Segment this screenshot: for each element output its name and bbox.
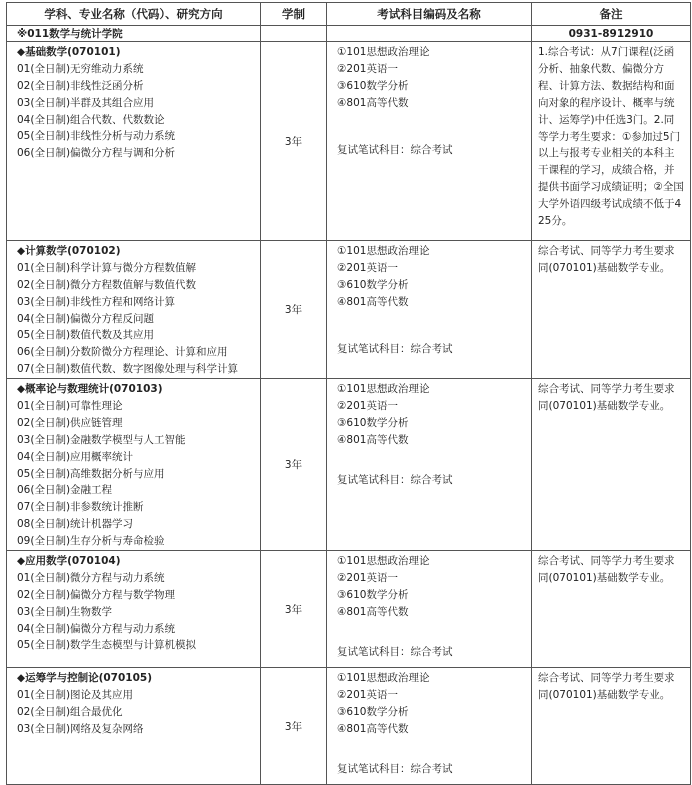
exam-item: ②201英语一	[337, 571, 398, 584]
major-title: ◆概率论与数理统计(070103)	[17, 383, 163, 396]
school-row	[7, 26, 691, 42]
major-title: ◆基础数学(070101)	[17, 46, 121, 58]
direction-item: 01(全日制)无穷维动力系统	[17, 62, 144, 75]
exam-cell	[327, 241, 532, 379]
note-text: 综合考试、同等学力考生要求同(070101)基础数学专业。	[532, 551, 691, 668]
exam-item: ②201英语一	[337, 688, 398, 701]
exam-item: ④801高等代数	[337, 96, 409, 109]
major-cell	[7, 551, 261, 668]
direction-item: 06(全日制)分数阶微分方程理论、计算和应用	[17, 346, 228, 359]
header-notes: 备注	[532, 3, 691, 26]
major-cell	[7, 668, 261, 785]
major-title: ◆运筹学与控制论(070105)	[17, 672, 153, 685]
direction-item: 06(全日制)偏微分方程与调和分析	[17, 147, 176, 160]
major-row	[7, 379, 691, 551]
direction-item: 01(全日制)微分方程与动力系统	[17, 571, 165, 584]
direction-item: 04(全日制)偏微分方程与动力系统	[17, 622, 176, 635]
major-cell	[7, 379, 261, 551]
note-text: 1.综合考试：从7门课程(泛函分析、抽象代数、偏微分方程、计算方法、数据结构和面向对象的程序设计、概率与统计、运筹学)中任选3门。2.同等学力考生要求：①参加过5门以上与报考专业相关的本科主干课程的学习，成绩合格，并提供书面学习成绩证明；②全国大学外语四级考试成绩不低于425分。	[532, 42, 691, 241]
duration: 3年	[261, 668, 327, 785]
retest-subject: 复试笔试科目：综合考试	[337, 645, 453, 658]
direction-item: 01(全日制)可靠性理论	[17, 400, 123, 413]
admissions-table	[6, 2, 691, 785]
exam-item: ④801高等代数	[337, 295, 409, 308]
note-text: 综合考试、同等学力考生要求同(070101)基础数学专业。	[532, 379, 691, 551]
exam-item: ④801高等代数	[337, 722, 409, 735]
direction-item: 05(全日制)数学生态模型与计算机模拟	[17, 639, 197, 652]
note-text: 综合考试、同等学力考生要求同(070101)基础数学专业。	[532, 668, 691, 785]
direction-item: 02(全日制)非线性泛函分析	[17, 79, 144, 92]
header-row	[7, 3, 691, 26]
direction-item: 03(全日制)金融数学模型与人工智能	[17, 433, 186, 446]
major-title: ◆计算数学(070102)	[17, 245, 121, 257]
exam-item: ③610数学分析	[337, 416, 409, 429]
direction-item: 05(全日制)非线性分析与动力系统	[17, 130, 176, 143]
direction-item: 03(全日制)非线性方程和网络计算	[17, 295, 176, 308]
exam-item: ②201英语一	[337, 261, 398, 274]
direction-item: 02(全日制)偏微分方程与数学物理	[17, 588, 176, 601]
direction-item: 03(全日制)半群及其组合应用	[17, 96, 155, 109]
major-title: ◆应用数学(070104)	[17, 555, 121, 568]
direction-item: 09(全日制)生存分析与寿命检验	[17, 535, 165, 548]
header-duration: 学制	[261, 3, 327, 26]
direction-item: 07(全日制)数值代数、数字图像处理与科学计算	[17, 363, 239, 376]
major-row	[7, 668, 691, 785]
major-cell	[7, 42, 261, 241]
duration: 3年	[261, 379, 327, 551]
direction-item: 07(全日制)非参数统计推断	[17, 501, 144, 514]
exam-item: ③610数学分析	[337, 278, 409, 291]
school-name: ※011数学与统计学院	[7, 26, 261, 42]
exam-cell	[327, 379, 532, 551]
direction-item: 01(全日制)图论及其应用	[17, 688, 134, 701]
exam-item: ③610数学分析	[337, 79, 409, 92]
duration: 3年	[261, 551, 327, 668]
exam-item: ③610数学分析	[337, 588, 409, 601]
retest-subject: 复试笔试科目：综合考试	[337, 473, 453, 486]
exam-item: ③610数学分析	[337, 705, 409, 718]
note-text: 综合考试、同等学力考生要求同(070101)基础数学专业。	[532, 241, 691, 379]
exam-cell	[327, 42, 532, 241]
major-row	[7, 241, 691, 379]
direction-item: 02(全日制)组合最优化	[17, 705, 123, 718]
major-row	[7, 551, 691, 668]
exam-item: ①101思想政治理论	[337, 672, 430, 685]
duration: 3年	[261, 42, 327, 241]
school-phone: 0931-8912910	[532, 26, 691, 42]
direction-item: 04(全日制)应用概率统计	[17, 450, 134, 463]
direction-item: 05(全日制)高维数据分析与应用	[17, 467, 165, 480]
exam-item: ②201英语一	[337, 62, 398, 75]
exam-cell	[327, 551, 532, 668]
duration: 3年	[261, 241, 327, 379]
direction-item: 05(全日制)数值代数及其应用	[17, 329, 155, 342]
direction-item: 02(全日制)微分方程数值解与数值代数	[17, 278, 197, 291]
exam-item: ②201英语一	[337, 400, 398, 413]
header-major: 学科、专业名称（代码）、研究方向	[7, 3, 261, 26]
exam-item: ①101思想政治理论	[337, 245, 430, 257]
direction-item: 04(全日制)偏微分方程反问题	[17, 312, 155, 325]
direction-item: 02(全日制)供应链管理	[17, 416, 123, 429]
header-exams: 考试科目编码及名称	[327, 3, 532, 26]
direction-item: 01(全日制)科学计算与微分方程数值解	[17, 261, 197, 274]
direction-item: 03(全日制)生物数学	[17, 605, 113, 618]
major-row	[7, 42, 691, 241]
retest-subject: 复试笔试科目：综合考试	[337, 342, 453, 355]
exam-item: ①101思想政治理论	[337, 555, 430, 568]
direction-item: 03(全日制)网络及复杂网络	[17, 722, 144, 735]
exam-cell	[327, 668, 532, 785]
exam-item: ①101思想政治理论	[337, 46, 430, 58]
retest-subject: 复试笔试科目：综合考试	[337, 762, 453, 775]
major-cell	[7, 241, 261, 379]
direction-item: 06(全日制)金融工程	[17, 484, 113, 497]
direction-item: 04(全日制)组合代数、代数数论	[17, 113, 165, 126]
retest-subject: 复试笔试科目：综合考试	[337, 143, 453, 156]
exam-item: ④801高等代数	[337, 433, 409, 446]
direction-item: 08(全日制)统计机器学习	[17, 518, 134, 531]
exam-item: ①101思想政治理论	[337, 383, 430, 396]
exam-item: ④801高等代数	[337, 605, 409, 618]
